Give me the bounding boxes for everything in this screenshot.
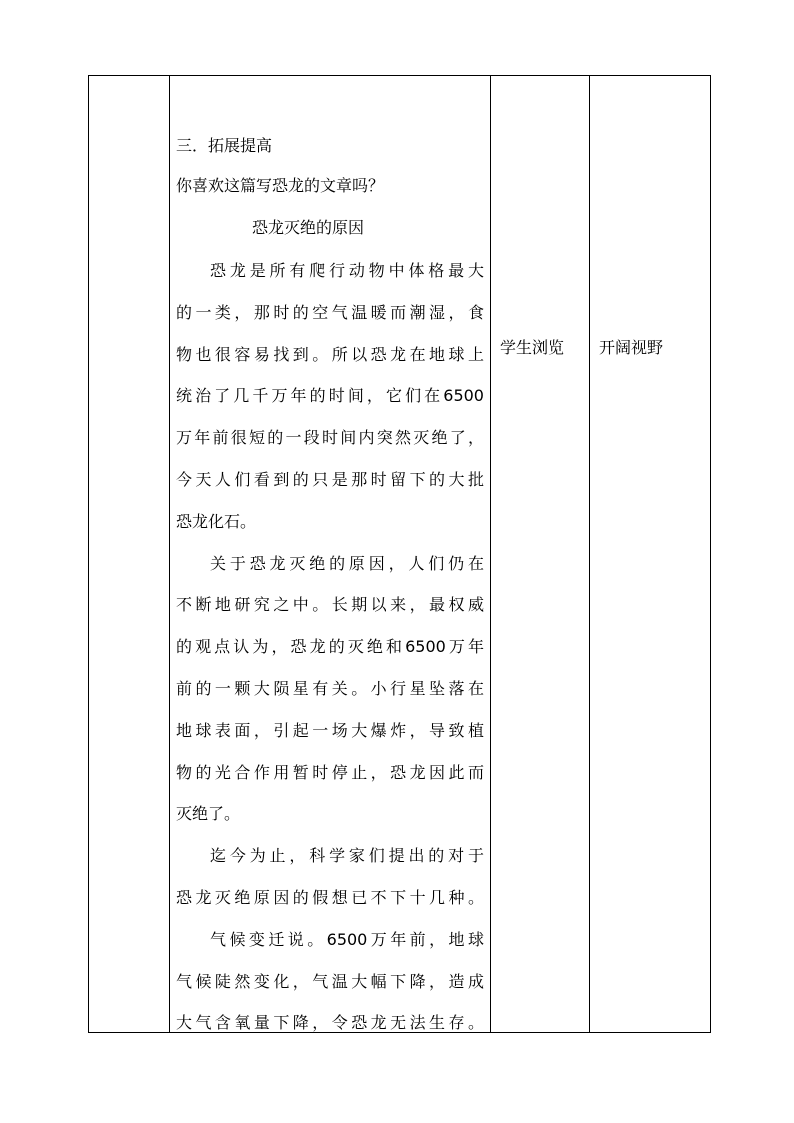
design-intent-cell xyxy=(590,76,711,1033)
paragraph-line: 不断地研究之中。长期以来，最权威 xyxy=(176,595,484,615)
paragraph-line: 气候变迁说。6500万年前，地球 xyxy=(210,929,484,949)
student-activity-cell xyxy=(491,76,590,1033)
paragraph-line: 物的光合作用暂时停止，恐龙因此而 xyxy=(176,762,484,782)
paragraph-line: 今天人们看到的只是那时留下的大批 xyxy=(176,469,484,489)
paragraph-line: 万年前很短的一段时间内突然灭绝了， xyxy=(176,428,484,448)
paragraph-line: 的观点认为，恐龙的灭绝和6500万年 xyxy=(176,637,484,657)
paragraph-line: 灭绝了。 xyxy=(176,804,241,824)
paragraph-line: 物也很容易找到。所以恐龙在地球上 xyxy=(176,344,484,364)
empty-cell xyxy=(89,76,170,1033)
paragraph-line: 前的一颗大陨星有关。小行星坠落在 xyxy=(176,678,484,698)
teaching-content-cell xyxy=(170,76,491,1033)
paragraph-line: 的一类，那时的空气温暖而潮湿，食 xyxy=(176,302,484,322)
article-title: 恐龙灭绝的原因 xyxy=(252,218,365,237)
paragraph-line: 大气含氧量下降，令恐龙无法生存。 xyxy=(176,1013,484,1033)
paragraph-line: 气候陡然变化，气温大幅下降，造成 xyxy=(176,971,484,991)
lesson-plan-table xyxy=(88,75,711,1033)
table-row xyxy=(89,76,711,1033)
paragraph-line: 恐龙化石。 xyxy=(176,511,257,531)
question-text: 你喜欢这篇写恐龙的文章吗？ xyxy=(176,176,385,195)
section-heading: 三．拓展提高 xyxy=(176,136,273,155)
paragraph-line: 关于恐龙灭绝的原因，人们仍在 xyxy=(210,553,484,573)
paragraph-line: 迄今为止，科学家们提出的对于 xyxy=(210,846,484,866)
paragraph-line: 恐龙是所有爬行动物中体格最大 xyxy=(210,261,484,280)
design-intent-text: 开阔视野 xyxy=(599,338,664,357)
paragraph-line: 统治了几千万年的时间，它们在6500 xyxy=(176,386,484,406)
paragraph-line: 地球表面，引起一场大爆炸，导致植 xyxy=(176,720,484,740)
student-activity-text: 学生浏览 xyxy=(500,338,565,357)
teaching-content xyxy=(176,126,484,1044)
paragraph-line: 恐龙灭绝原因的假想已不下十几种。 xyxy=(176,887,484,907)
